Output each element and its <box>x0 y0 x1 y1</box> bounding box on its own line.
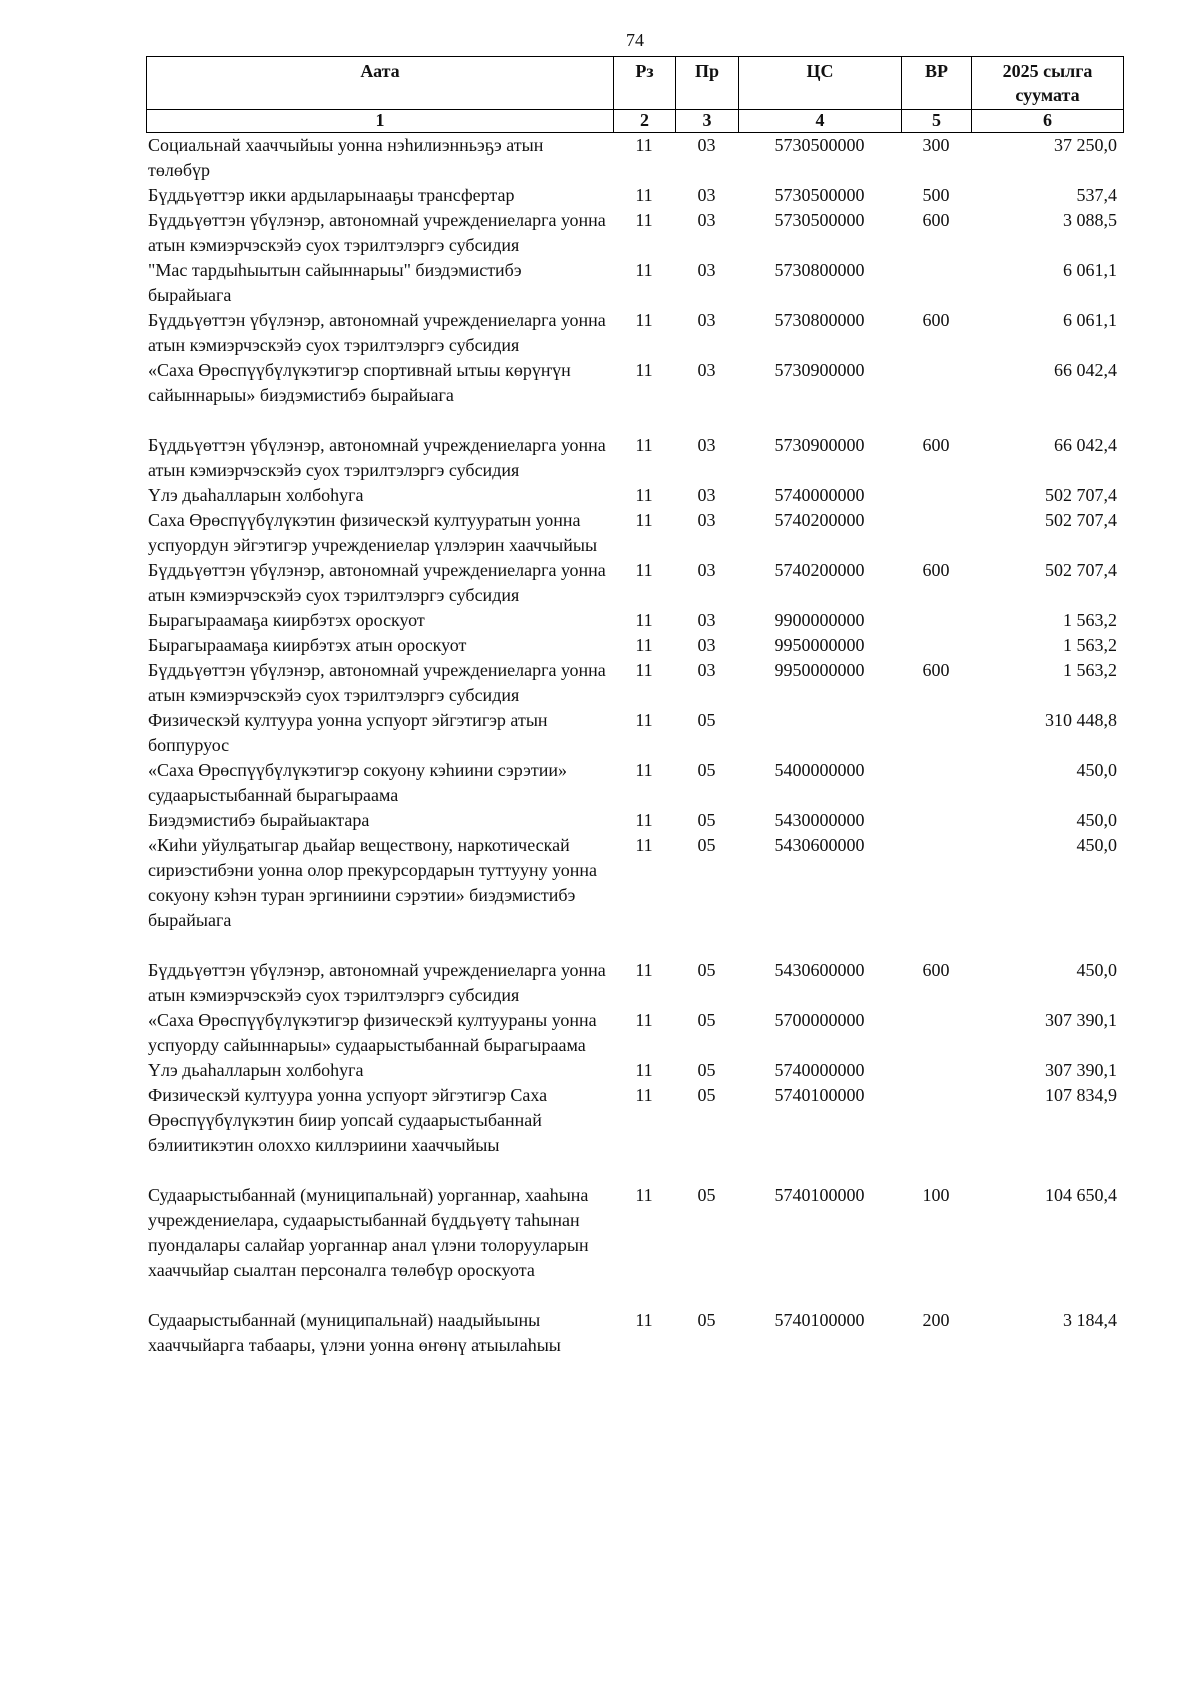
budget-table-header <box>146 56 1124 133</box>
row-vr <box>901 708 971 758</box>
row-pr: 03 <box>697 635 716 655</box>
column-header-sum: 2025 сылга суумата <box>972 57 1124 110</box>
row-pr: 03 <box>697 610 716 630</box>
row-name: «Саха Өрөспүүбүлүкэтигэр спортивнай ытыы көрүҥүн сайыннарыы» биэдэмистибэ бырайыага <box>148 360 571 405</box>
row-name: Үлэ дьаһалларын холбоһуга <box>148 485 364 505</box>
row-vr: 200 <box>922 1310 950 1330</box>
row-rz: 11 <box>635 710 653 730</box>
row-rz: 11 <box>635 260 653 280</box>
row-sum: 1 563,2 <box>1063 610 1117 630</box>
row-cs: 5740200000 <box>774 510 865 530</box>
column-header-vr: ВР <box>902 57 972 110</box>
table-row <box>146 133 1123 183</box>
table-row <box>146 808 1123 833</box>
row-rz: 11 <box>635 660 653 680</box>
row-cs: 5740000000 <box>774 1060 865 1080</box>
row-sum: 502 707,4 <box>1045 510 1117 530</box>
page-number: 74 <box>626 30 644 50</box>
row-name: Саха Өрөспүүбүлүкэтин физическэй култууратын уонна успуордун эйгэтигэр учреждениелар үлэлэрин хааччыйыы <box>148 510 598 555</box>
table-row <box>146 1083 1123 1183</box>
table-row <box>146 258 1123 308</box>
row-sum: 66 042,4 <box>1054 435 1117 455</box>
row-cs: 5740100000 <box>774 1185 865 1205</box>
row-sum: 450,0 <box>1076 760 1117 780</box>
row-cs: 5430000000 <box>774 810 865 830</box>
row-rz: 11 <box>635 835 653 855</box>
row-cs: 9950000000 <box>774 635 865 655</box>
table-row <box>146 958 1123 1008</box>
row-pr: 03 <box>697 135 716 155</box>
row-name: Бүддьүөттэн үбүлэнэр, автономнай учреждениеларга уонна атын кэмиэрчэскэйэ суох тэрилтэлэргэ субсидия <box>148 435 606 480</box>
row-vr <box>901 1008 971 1058</box>
table-row <box>146 433 1123 483</box>
row-pr: 03 <box>697 260 716 280</box>
row-rz: 11 <box>635 1010 653 1030</box>
table-row <box>146 833 1123 958</box>
row-pr: 05 <box>697 1060 716 1080</box>
table-row <box>146 658 1123 708</box>
table-row <box>146 558 1123 608</box>
row-cs: 5730900000 <box>774 435 865 455</box>
row-vr <box>901 508 971 558</box>
row-rz: 11 <box>635 1310 653 1330</box>
row-sum: 450,0 <box>1076 960 1117 980</box>
row-pr: 05 <box>697 835 716 855</box>
row-cs <box>738 708 901 758</box>
row-rz: 11 <box>635 360 653 380</box>
table-row <box>146 1308 1123 1358</box>
table-row <box>146 758 1123 808</box>
row-sum: 66 042,4 <box>1054 360 1117 380</box>
budget-rows <box>146 133 1123 1358</box>
column-number: 3 <box>676 110 739 133</box>
row-pr: 05 <box>697 710 716 730</box>
row-sum: 6 061,1 <box>1063 260 1117 280</box>
row-rz: 11 <box>635 560 653 580</box>
column-number: 6 <box>972 110 1124 133</box>
row-cs: 5740200000 <box>774 560 865 580</box>
row-name: Биэдэмистибэ бырайыактара <box>148 810 370 830</box>
row-pr: 03 <box>697 185 716 205</box>
table-row <box>146 608 1123 633</box>
row-vr <box>901 833 971 958</box>
row-vr <box>901 1083 971 1183</box>
row-pr: 03 <box>697 210 716 230</box>
row-name: Судаарыстыбаннай (муниципальнай) уорганнар, хааһына учреждениелара, судаарыстыбаннай бүддьүөтү таһынан пуондалары салайар уорганнар анал үлэни толорууларын хааччыйар сыалтан персоналга төлөбүр ороскуота <box>148 1185 589 1280</box>
row-sum: 307 390,1 <box>1045 1060 1117 1080</box>
row-sum: 107 834,9 <box>1045 1085 1117 1105</box>
column-header-pr: Пр <box>676 57 739 110</box>
row-name: Физическэй култуура уонна успуорт эйгэтигэр Саха Өрөспүүбүлүкэтин биир уопсай судаарыстыбаннай бэлиитикэтин олоххо киллэриини хааччыйыы <box>148 1085 548 1155</box>
row-pr: 03 <box>697 360 716 380</box>
row-cs: 5730900000 <box>774 360 865 380</box>
row-rz: 11 <box>635 510 653 530</box>
row-vr: 500 <box>922 185 950 205</box>
row-name: Бырагыраамаҕа киирбэтэх атын ороскуот <box>148 635 467 655</box>
row-cs: 5730500000 <box>774 135 865 155</box>
row-name: Бүддьүөттэн үбүлэнэр, автономнай учреждениеларга уонна атын кэмиэрчэскэйэ суох тэрилтэлэргэ субсидия <box>148 560 606 605</box>
row-cs: 5700000000 <box>774 1010 865 1030</box>
table-row <box>146 208 1123 258</box>
row-vr <box>901 1058 971 1083</box>
row-sum: 1 563,2 <box>1063 635 1117 655</box>
row-rz: 11 <box>635 810 653 830</box>
row-sum: 104 650,4 <box>1045 1185 1117 1205</box>
row-pr: 03 <box>697 435 716 455</box>
row-cs: 5740100000 <box>774 1310 865 1330</box>
table-row <box>146 508 1123 558</box>
table-row <box>146 1183 1123 1308</box>
row-vr: 600 <box>922 560 950 580</box>
row-rz: 11 <box>635 610 653 630</box>
column-number: 1 <box>147 110 614 133</box>
row-rz: 11 <box>635 435 653 455</box>
row-name: Физическэй култуура уонна успуорт эйгэтигэр атын боппуруос <box>148 710 548 755</box>
row-rz: 11 <box>635 485 653 505</box>
row-cs: 5730800000 <box>774 260 865 280</box>
column-header-cs: ЦС <box>739 57 902 110</box>
row-cs: 5430600000 <box>774 960 865 980</box>
column-number: 2 <box>614 110 676 133</box>
row-pr: 03 <box>697 560 716 580</box>
table-row <box>146 483 1123 508</box>
row-vr <box>901 608 971 633</box>
column-number: 4 <box>739 110 902 133</box>
budget-table-body <box>146 133 1123 1358</box>
row-sum: 310 448,8 <box>1045 710 1117 730</box>
row-rz: 11 <box>635 960 653 980</box>
table-row <box>146 308 1123 358</box>
row-name: Бүддьүөттэр икки ардыларынааҕы трансфертар <box>148 185 515 205</box>
row-rz: 11 <box>635 760 653 780</box>
row-sum: 450,0 <box>1076 810 1117 830</box>
row-vr: 600 <box>922 960 950 980</box>
row-pr: 03 <box>697 310 716 330</box>
row-rz: 11 <box>635 1085 653 1105</box>
row-cs: 9900000000 <box>774 610 865 630</box>
column-header-rz: Рз <box>614 57 676 110</box>
row-cs: 5730500000 <box>774 185 865 205</box>
row-name: Бүддьүөттэн үбүлэнэр, автономнай учреждениеларга уонна атын кэмиэрчэскэйэ суох тэрилтэлэргэ субсидия <box>148 210 606 255</box>
column-header-name: Аата <box>147 57 614 110</box>
row-rz: 11 <box>635 635 653 655</box>
row-rz: 11 <box>635 210 653 230</box>
row-cs: 5730500000 <box>774 210 865 230</box>
row-vr: 100 <box>922 1185 950 1205</box>
row-rz: 11 <box>635 310 653 330</box>
row-name: «Саха Өрөспүүбүлүкэтигэр сокуону кэһиини сэрэтии» судаарыстыбаннай бырагыраама <box>148 760 568 805</box>
row-vr: 600 <box>922 310 950 330</box>
row-cs: 5430600000 <box>774 835 865 855</box>
row-sum: 537,4 <box>1076 185 1117 205</box>
row-pr: 05 <box>697 760 716 780</box>
row-vr: 600 <box>922 660 950 680</box>
table-row <box>146 358 1123 433</box>
row-sum: 450,0 <box>1076 835 1117 855</box>
row-name: Социальнай хааччыйыы уонна нэһилиэнньэҕэ атын төлөбүр <box>148 135 544 180</box>
row-name: Судаарыстыбаннай (муниципальнай) наадыйыыны хааччыйарга табаары, үлэни уонна өҥөнү атыылаһыы <box>148 1310 561 1355</box>
row-sum: 3 184,4 <box>1063 1310 1117 1330</box>
row-name: Бүддьүөттэн үбүлэнэр, автономнай учреждениеларга уонна атын кэмиэрчэскэйэ суох тэрилтэлэргэ субсидия <box>148 960 606 1005</box>
row-vr: 600 <box>922 435 950 455</box>
row-pr: 03 <box>697 660 716 680</box>
row-sum: 307 390,1 <box>1045 1010 1117 1030</box>
row-vr <box>901 808 971 833</box>
row-pr: 05 <box>697 1310 716 1330</box>
table-row <box>146 633 1123 658</box>
row-pr: 03 <box>697 510 716 530</box>
row-sum: 1 563,2 <box>1063 660 1117 680</box>
table-row <box>146 708 1123 758</box>
row-cs: 5730800000 <box>774 310 865 330</box>
row-name: "Мас тардыһыытын сайыннарыы" биэдэмистибэ бырайыага <box>148 260 522 305</box>
table-row <box>146 183 1123 208</box>
row-vr <box>901 258 971 308</box>
row-rz: 11 <box>635 185 653 205</box>
row-pr: 05 <box>697 1185 716 1205</box>
row-vr <box>901 633 971 658</box>
row-name: Бырагыраамаҕа киирбэтэх ороскуот <box>148 610 425 630</box>
row-cs: 9950000000 <box>774 660 865 680</box>
row-name: «Киһи уйулҕатыгар дьайар веществону, наркотическай сириэстибэни уонна олор прекурсордарын туттууну уонна сокуону кэһэн туран эргиниини сэрэтии» биэдэмистибэ бырайыага <box>148 835 597 930</box>
row-vr: 300 <box>922 135 950 155</box>
row-vr: 600 <box>922 210 950 230</box>
column-number: 5 <box>902 110 972 133</box>
row-vr <box>901 483 971 508</box>
row-vr <box>901 358 971 433</box>
row-rz: 11 <box>635 135 653 155</box>
row-pr: 05 <box>697 960 716 980</box>
row-sum: 3 088,5 <box>1063 210 1117 230</box>
row-rz: 11 <box>635 1060 653 1080</box>
row-cs: 5400000000 <box>774 760 865 780</box>
row-pr: 05 <box>697 1010 716 1030</box>
row-pr: 05 <box>697 810 716 830</box>
row-sum: 6 061,1 <box>1063 310 1117 330</box>
row-name: Бүддьүөттэн үбүлэнэр, автономнай учреждениеларга уонна атын кэмиэрчэскэйэ суох тэрилтэлэргэ субсидия <box>148 660 606 705</box>
row-cs: 5740000000 <box>774 485 865 505</box>
row-sum: 37 250,0 <box>1054 135 1117 155</box>
row-pr: 03 <box>697 485 716 505</box>
row-name: «Саха Өрөспүүбүлүкэтигэр физическэй култуураны уонна успуорду сайыннарыы» судаарыстыбаннай бырагыраама <box>148 1010 597 1055</box>
table-row <box>146 1058 1123 1083</box>
row-name: Бүддьүөттэн үбүлэнэр, автономнай учреждениеларга уонна атын кэмиэрчэскэйэ суох тэрилтэлэргэ субсидия <box>148 310 606 355</box>
row-vr <box>901 758 971 808</box>
row-sum: 502 707,4 <box>1045 560 1117 580</box>
row-rz: 11 <box>635 1185 653 1205</box>
row-cs: 5740100000 <box>774 1085 865 1105</box>
row-pr: 05 <box>697 1085 716 1105</box>
row-sum: 502 707,4 <box>1045 485 1117 505</box>
table-row <box>146 1008 1123 1058</box>
row-name: Үлэ дьаһалларын холбоһуга <box>148 1060 364 1080</box>
